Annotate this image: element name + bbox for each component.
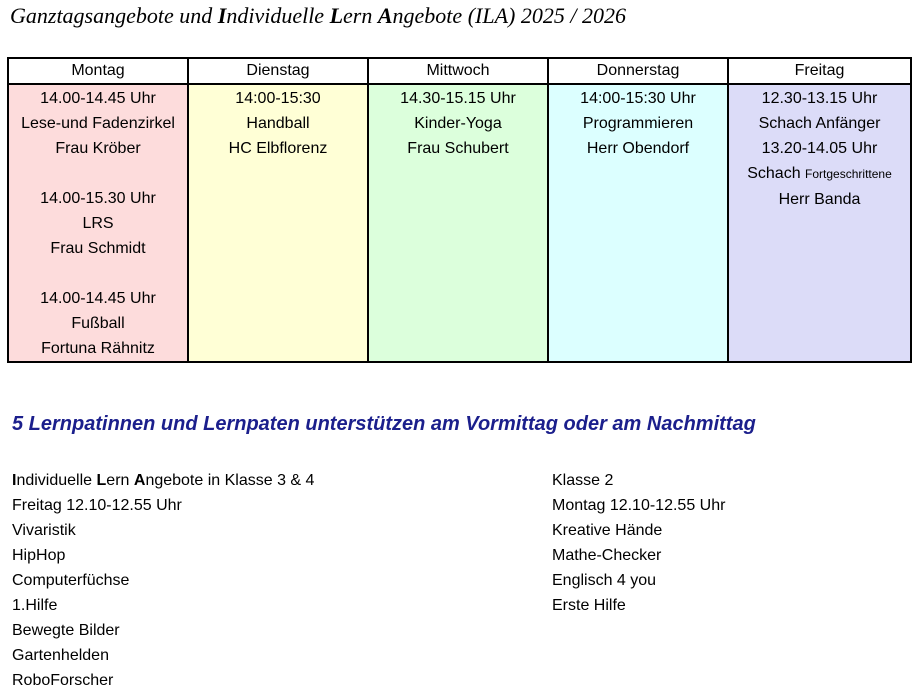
- schedule-entry-line: 14:00-15:30: [235, 90, 321, 107]
- title-part: ngebote (ILA) 2025 / 2026: [392, 3, 626, 28]
- schedule-entry-line: [9, 161, 187, 186]
- title-part: ndividuelle: [226, 3, 330, 28]
- schedule-entry-line: 12.30-13.15 Uhr: [761, 90, 878, 107]
- title-part: Ganztagsangebote und: [10, 3, 218, 28]
- day-cell-montag: [8, 84, 188, 362]
- ila-heading-part: L: [96, 472, 107, 489]
- list-item: Englisch 4 you: [552, 572, 657, 589]
- title-part: A: [377, 3, 393, 28]
- day-header-mittwoch: Mittwoch: [368, 58, 548, 84]
- list-item: Mathe-Checker: [552, 547, 662, 564]
- list-item: Gartenhelden: [12, 647, 109, 664]
- schedule-entry-line: Herr Obendorf: [586, 140, 690, 157]
- schedule-entry-line: 13.20-14.05 Uhr: [761, 140, 878, 157]
- schedule-entry-line: [9, 261, 187, 286]
- schedule-entry-line: Fortuna Rähnitz: [41, 340, 155, 357]
- schedule-entry-line: LRS: [82, 215, 114, 232]
- schedule-entry-line: Herr Banda: [778, 191, 861, 208]
- list-item: Freitag 12.10-12.55 Uhr: [12, 497, 182, 514]
- schedule-entry-line: Schach Fortgeschrittene: [747, 165, 892, 182]
- schedule-entry-line: Programmieren: [582, 115, 694, 132]
- ila-heading-part: ern: [106, 472, 134, 489]
- day-cell-dienstag: [188, 84, 368, 362]
- day-cell-mittwoch: [368, 84, 548, 362]
- list-item: HipHop: [12, 547, 66, 564]
- schedule-header-row: [8, 58, 911, 84]
- ila-heading-part: ndividuelle: [16, 472, 97, 489]
- day-cell-freitag: [728, 84, 911, 362]
- schedule-entry-line: Fußball: [71, 315, 125, 332]
- schedule-entry-line: 14.00-14.45 Uhr: [40, 90, 156, 107]
- list-item: RoboForscher: [12, 672, 114, 689]
- schedule-entry-line: Lese-und Fadenzirkel: [21, 115, 175, 132]
- ila-heading-part: A: [133, 472, 146, 489]
- list-item: 1.Hilfe: [12, 597, 58, 614]
- list-item: Kreative Hände: [552, 522, 663, 539]
- schedule-table: [7, 57, 912, 363]
- title-part: L: [329, 3, 344, 28]
- schedule-entry-line: Kinder-Yoga: [414, 115, 502, 132]
- day-header-dienstag: Dienstag: [188, 58, 368, 84]
- schedule-entry-line: 14.00-14.45 Uhr: [40, 290, 156, 307]
- schedule-entry-line: Schach Anfänger: [758, 115, 881, 132]
- schedule-entry-line: Frau Schmidt: [50, 240, 146, 257]
- schedule-entry-line: Frau Kröber: [55, 140, 141, 157]
- schedule-entry-line: 14.00-15.30 Uhr: [40, 190, 156, 207]
- list-item: Erste Hilfe: [552, 597, 626, 614]
- day-header-freitag: Freitag: [728, 58, 911, 84]
- title-part: ern: [343, 3, 378, 28]
- list-item: Bewegte Bilder: [12, 622, 120, 639]
- lernpaten-heading: 5 Lernpatinnen und Lernpaten unterstützen am Vormittag oder am Nachmittag: [12, 413, 756, 435]
- schedule-entry-line: Frau Schubert: [407, 140, 509, 157]
- schedule-body-row: [8, 84, 911, 362]
- page-title: [10, 3, 626, 29]
- list-item: Computerfüchse: [12, 572, 130, 589]
- day-header-montag: Montag: [8, 58, 188, 84]
- day-cell-donnerstag: [548, 84, 728, 362]
- list-item: Montag 12.10-12.55 Uhr: [552, 497, 726, 514]
- schedule-entry-line: 14:00-15:30 Uhr: [580, 90, 696, 107]
- title-part: I: [217, 3, 227, 28]
- schedule-entry-line: HC Elbflorenz: [228, 140, 328, 157]
- ila-right-list: [552, 468, 725, 618]
- schedule-entry-line: Handball: [246, 115, 310, 132]
- ila-heading-part: I: [12, 472, 17, 489]
- ila-left-list: [12, 468, 314, 693]
- ila-heading-part: ngebote in Klasse 3 & 4: [145, 472, 315, 489]
- list-item: Vivaristik: [12, 522, 76, 539]
- schedule-entry-line: 14.30-15.15 Uhr: [400, 90, 516, 107]
- list-item: Klasse 2: [552, 472, 614, 489]
- day-header-donnerstag: Donnerstag: [548, 58, 728, 84]
- ila-left-heading: [12, 468, 314, 493]
